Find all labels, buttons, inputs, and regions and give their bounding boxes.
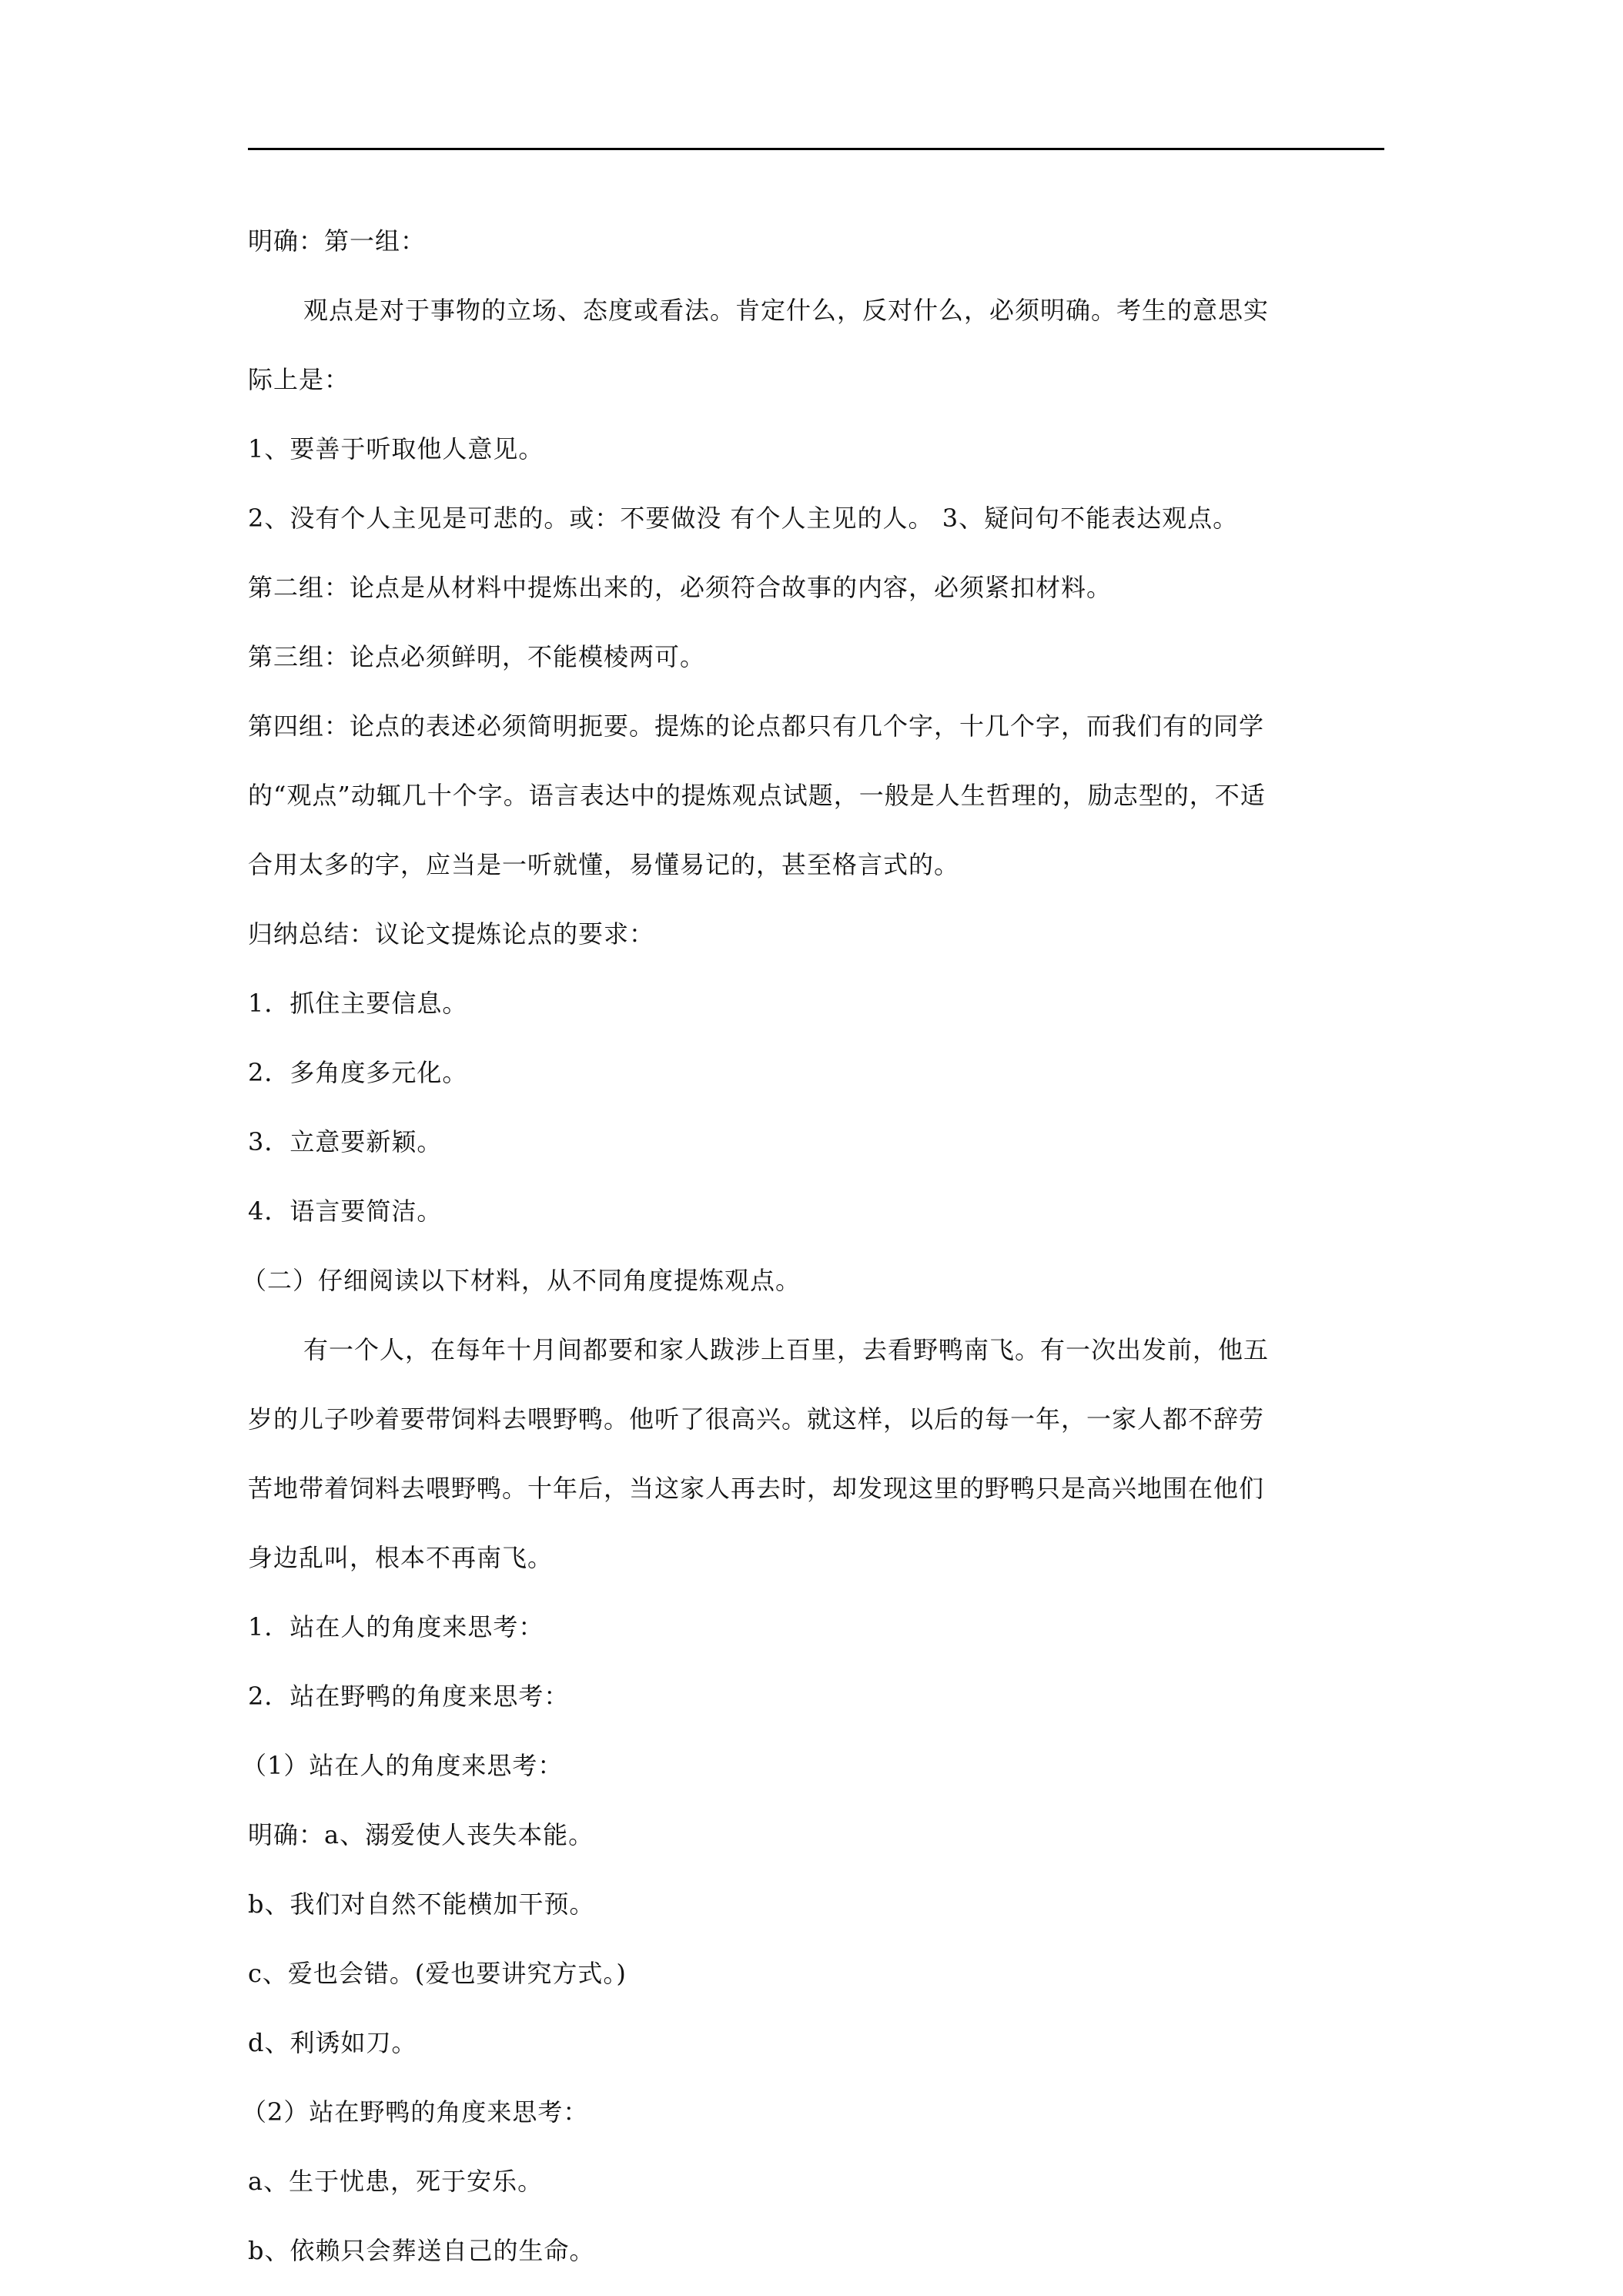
text-line: 第二组：论点是从材料中提炼出来的，必须符合故事的内容，必须紧扣材料。 <box>248 573 1113 602</box>
text-line: c、爱也会错。(爱也要讲究方式。) <box>248 1959 627 1988</box>
text-line: 2．多角度多元化。 <box>248 1058 468 1087</box>
text-line: b、我们对自然不能横加干预。 <box>248 1889 595 1919</box>
text-line: 有一个人，在每年十月间都要和家人跋涉上百里，去看野鸭南飞。有一次出发前，他五 <box>303 1335 1270 1364</box>
text-line: 苦地带着饲料去喂野鸭。十年后，当这家人再去时，却发现这里的野鸭只是高兴地围在他们 <box>248 1474 1265 1503</box>
document-body <box>242 206 1384 2285</box>
text-line: （2）站在野鸭的角度来思考： <box>242 2097 589 2127</box>
text-line: 3．立意要新颖。 <box>248 1127 443 1156</box>
text-line: 第三组：论点必须鲜明，不能模棱两可。 <box>248 642 706 671</box>
text-line: （1）站在人的角度来思考： <box>242 1751 564 1780</box>
text-line: （二）仔细阅读以下材料，从不同角度提炼观点。 <box>242 1266 801 1295</box>
text-line: 2．站在野鸭的角度来思考： <box>248 1682 570 1711</box>
text-line: 合用太多的字，应当是一听就懂，易懂易记的，甚至格言式的。 <box>248 850 960 879</box>
text-line: a、生于忧患，死于安乐。 <box>248 2167 544 2196</box>
header-rule <box>248 148 1384 150</box>
text-line: 1、要善于听取他人意见。 <box>248 434 544 464</box>
text-line: 的“观点”动辄几十个字。语言表达中的提炼观点试题，一般是人生哲理的，励志型的，不适 <box>248 781 1266 810</box>
text-line: 际上是： <box>248 365 350 394</box>
text-line: 1．站在人的角度来思考： <box>248 1612 544 1642</box>
text-line: 明确：第一组： <box>248 226 427 256</box>
text-line: 2、没有个人主见是可悲的。或：不要做没 有个人主见的人。 3、疑问句不能表达观点。 <box>248 504 1239 533</box>
text-line: 4．语言要简洁。 <box>248 1197 443 1226</box>
text-line: 观点是对于事物的立场、态度或看法。肯定什么，反对什么，必须明确。考生的意思实 <box>303 296 1270 325</box>
text-line: 岁的儿子吵着要带饲料去喂野鸭。他听了很高兴。就这样，以后的每一年，一家人都不辞劳 <box>248 1404 1265 1434</box>
text-line: 第四组：论点的表述必须简明扼要。提炼的论点都只有几个字，十几个字，而我们有的同学 <box>248 711 1265 741</box>
text-line: 1．抓住主要信息。 <box>248 989 468 1018</box>
text-line: 明确：a、溺爱使人丧失本能。 <box>248 1820 594 1849</box>
text-line: 归纳总结：议论文提炼论点的要求： <box>248 919 655 949</box>
text-line: d、利诱如刀。 <box>248 2028 417 2057</box>
text-line: b、依赖只会葬送自己的生命。 <box>248 2236 595 2265</box>
text-line: 身边乱叫，根本不再南飞。 <box>248 1543 554 1572</box>
